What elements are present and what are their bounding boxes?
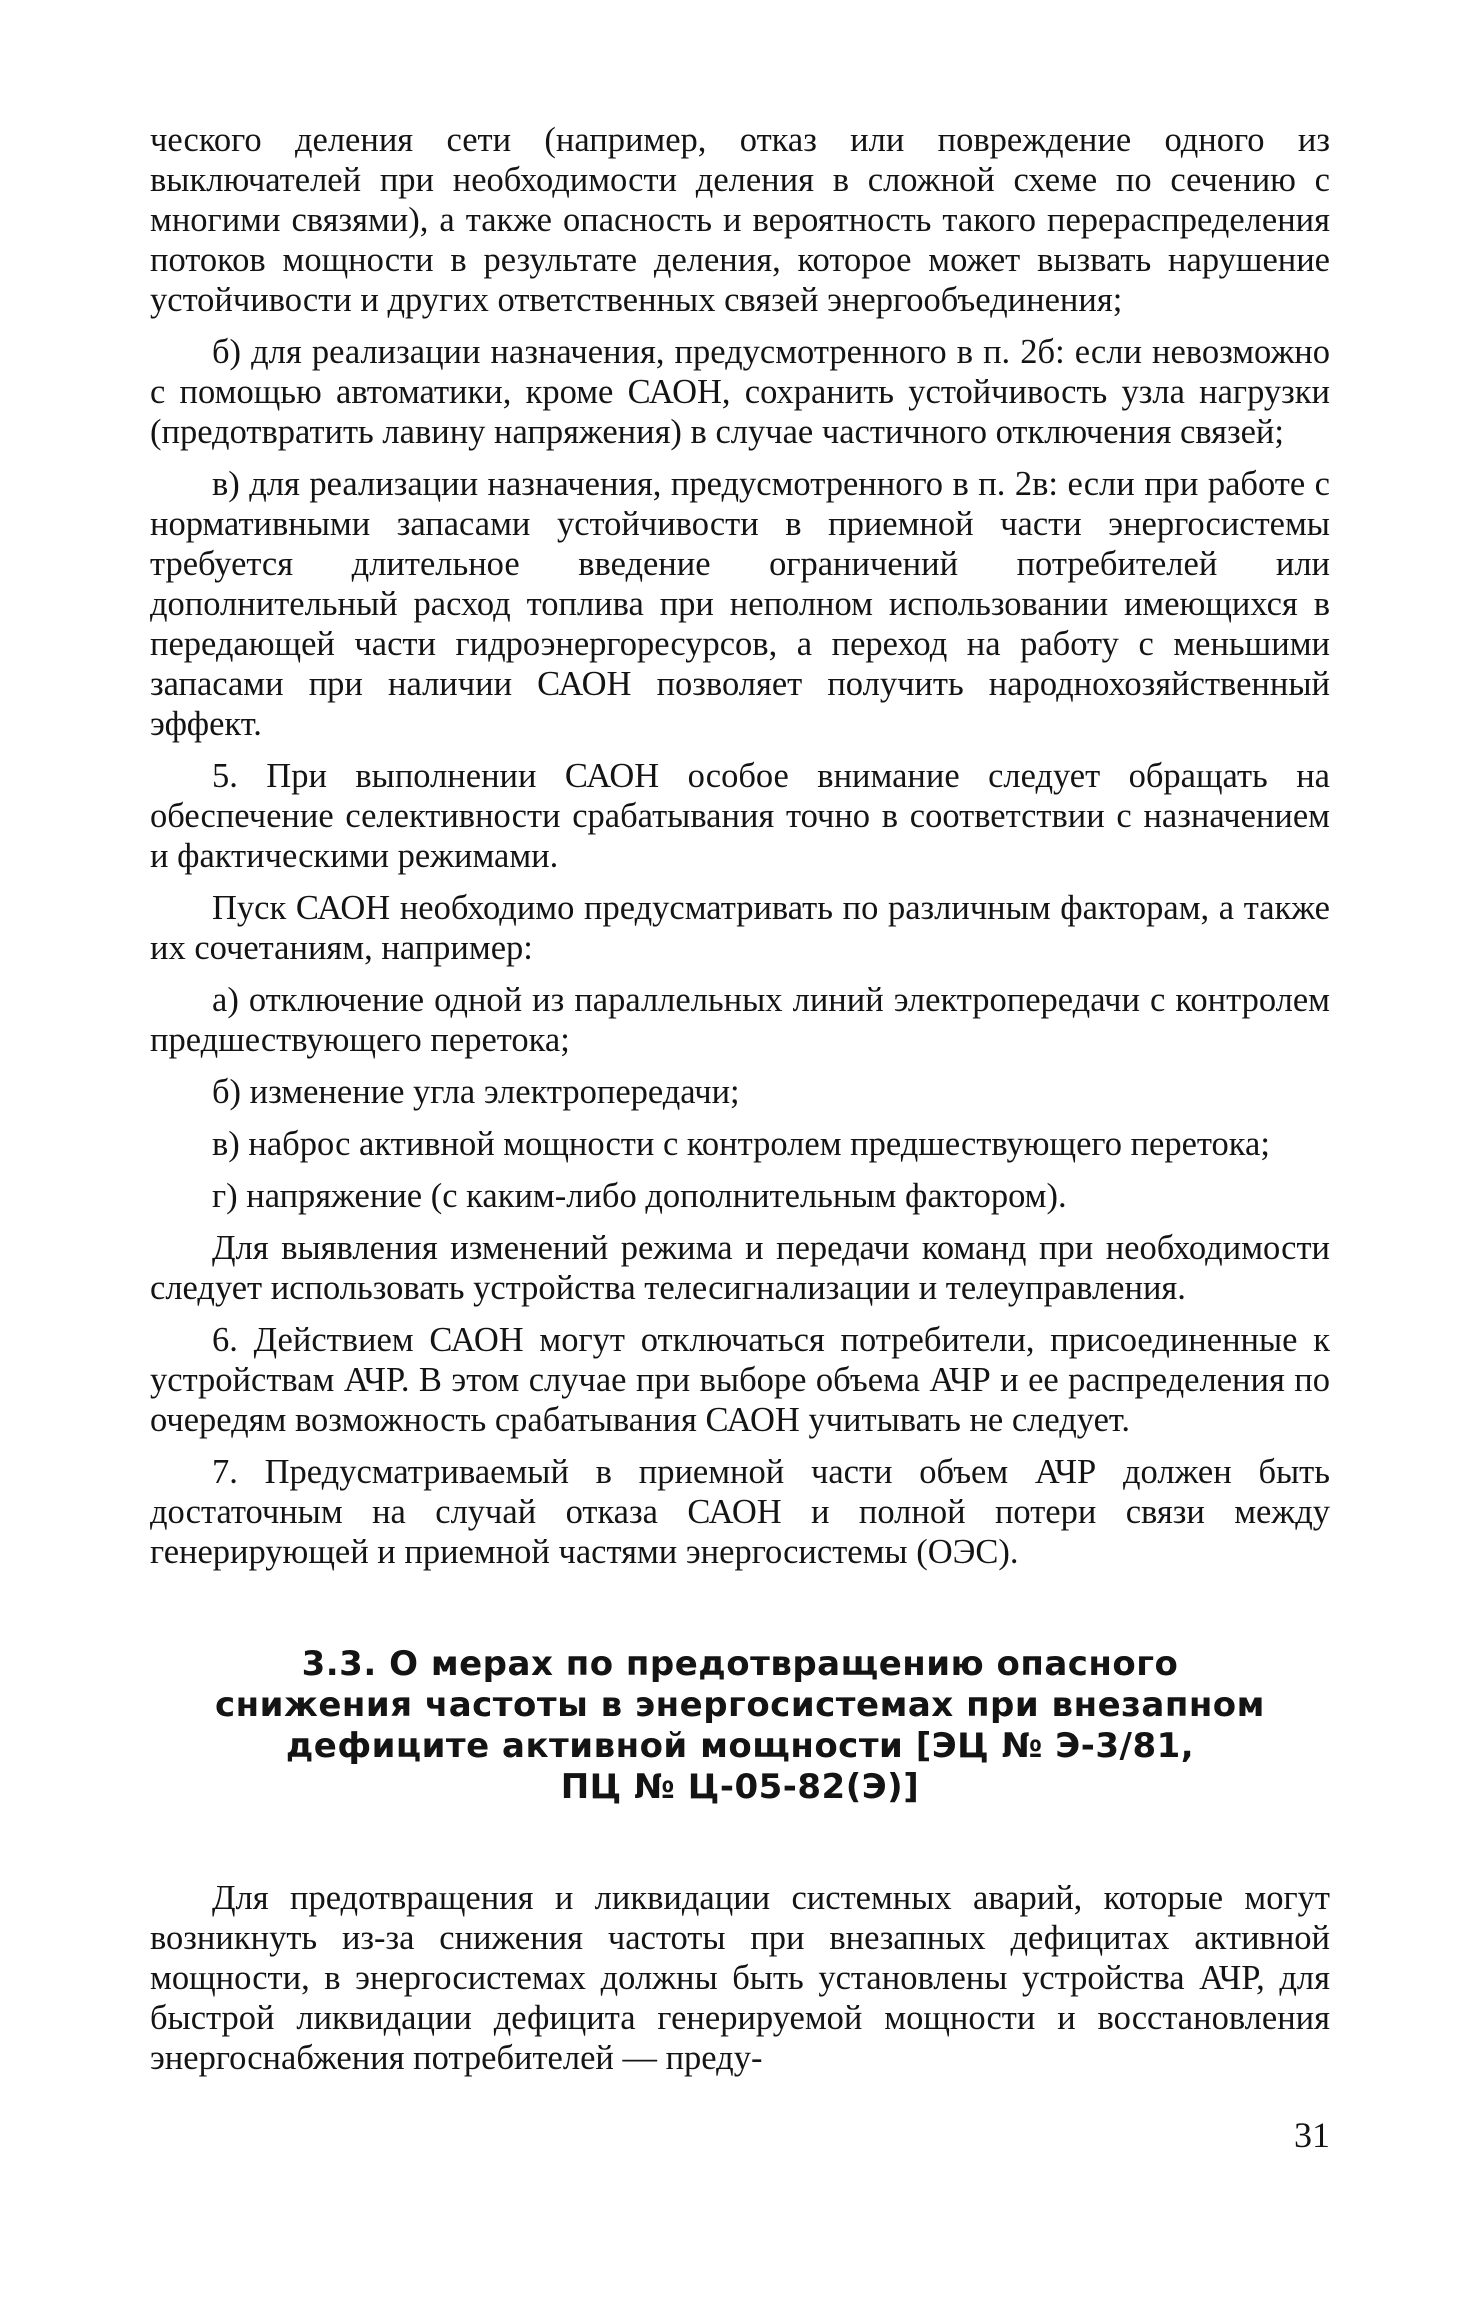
paragraph-item-v: в) для реализации назначения, предусмотренного в п. 2в: если при работе с нормативными запасами устойчивости в приемной части энергосистемы требуется длительное введение ограничений потребителей или дополнительный расход топлива при неполном использовании имеющихся в передающей части гидроэнергоресурсов, а переход на работу с меньшими запасами при наличии САОН позволяет получить народнохозяйственный эффект. bbox=[150, 465, 1330, 743]
section-heading-line: 3.3. О мерах по предотвращению опасного bbox=[301, 1644, 1179, 1684]
paragraph-point-6: 6. Действием САОН могут отключаться потребители, присоединенные к устройствам АЧР. В этом случае при выборе объема АЧР и ее распределения по очередям возможность срабатывания САОН учитывать не следует. bbox=[150, 1321, 1330, 1439]
section-heading-line: ПЦ № Ц-05-82(Э)] bbox=[560, 1767, 920, 1807]
paragraph-factor-g: г) напряжение (с каким-либо дополнительным фактором). bbox=[212, 1177, 1067, 1215]
paragraph-point-5: 5. При выполнении САОН особое внимание следует обращать на обеспечение селективности срабатывания точно в соответствии с назначением и фактическими режимами. bbox=[150, 757, 1330, 875]
paragraph-item-b: б) для реализации назначения, предусмотренного в п. 2б: если невозможно с помощью автоматики, кроме САОН, сохранить устойчивость узла нагрузки (предотвратить лавину напряжения) в случае частичного отключения связей; bbox=[150, 333, 1330, 451]
section-heading-line: снижения частоты в энергосистемах при внезапном bbox=[215, 1685, 1265, 1725]
paragraph-start-factors: Пуск САОН необходимо предусматривать по различным факторам, а также их сочетаниям, например: bbox=[150, 889, 1330, 967]
paragraph-factor-v: в) наброс активной мощности с контролем предшествующего перетока; bbox=[212, 1125, 1270, 1163]
paragraph-continuation: ческого деления сети (например, отказ или повреждение одного из выключателей при необходимости деления в сложной схеме по сечению с многими связями), а также опасность и вероятность такого перераспределения потоков мощности в результате деления, которое может вызвать нарушение устойчивости и других ответственных связей энергообъединения; bbox=[150, 121, 1330, 319]
paragraph-point-7: 7. Предусматриваемый в приемной части объем АЧР должен быть достаточным на случай отказа САОН и полной потери связи между генерирующей и приемной частями энергосистемы (ОЭС). bbox=[150, 1453, 1330, 1571]
section-heading-line: дефиците активной мощности [ЭЦ № Э-3/81, bbox=[285, 1726, 1195, 1766]
paragraph-factor-a: а) отключение одной из параллельных линий электропередачи с контролем предшествующего перетока; bbox=[150, 981, 1330, 1059]
page-body bbox=[150, 120, 1330, 2078]
section-heading bbox=[150, 1644, 1330, 1808]
paragraph-factor-b: б) изменение угла электропередачи; bbox=[212, 1073, 740, 1111]
page-number: 31 bbox=[1294, 2115, 1330, 2155]
paragraph-section-intro: Для предотвращения и ликвидации системных аварий, которые могут возникнуть из-за снижения частоты при внезапных дефицитах активной мощности, в энергосистемах должны быть установлены устройства АЧР, для быстрой ликвидации дефицита генерируемой мощности и восстановления энергоснабжения потребителей — преду- bbox=[150, 1879, 1330, 2077]
paragraph-telesignal: Для выявления изменений режима и передачи команд при необходимости следует использовать устройства телесигнализации и телеуправления. bbox=[150, 1229, 1330, 1307]
